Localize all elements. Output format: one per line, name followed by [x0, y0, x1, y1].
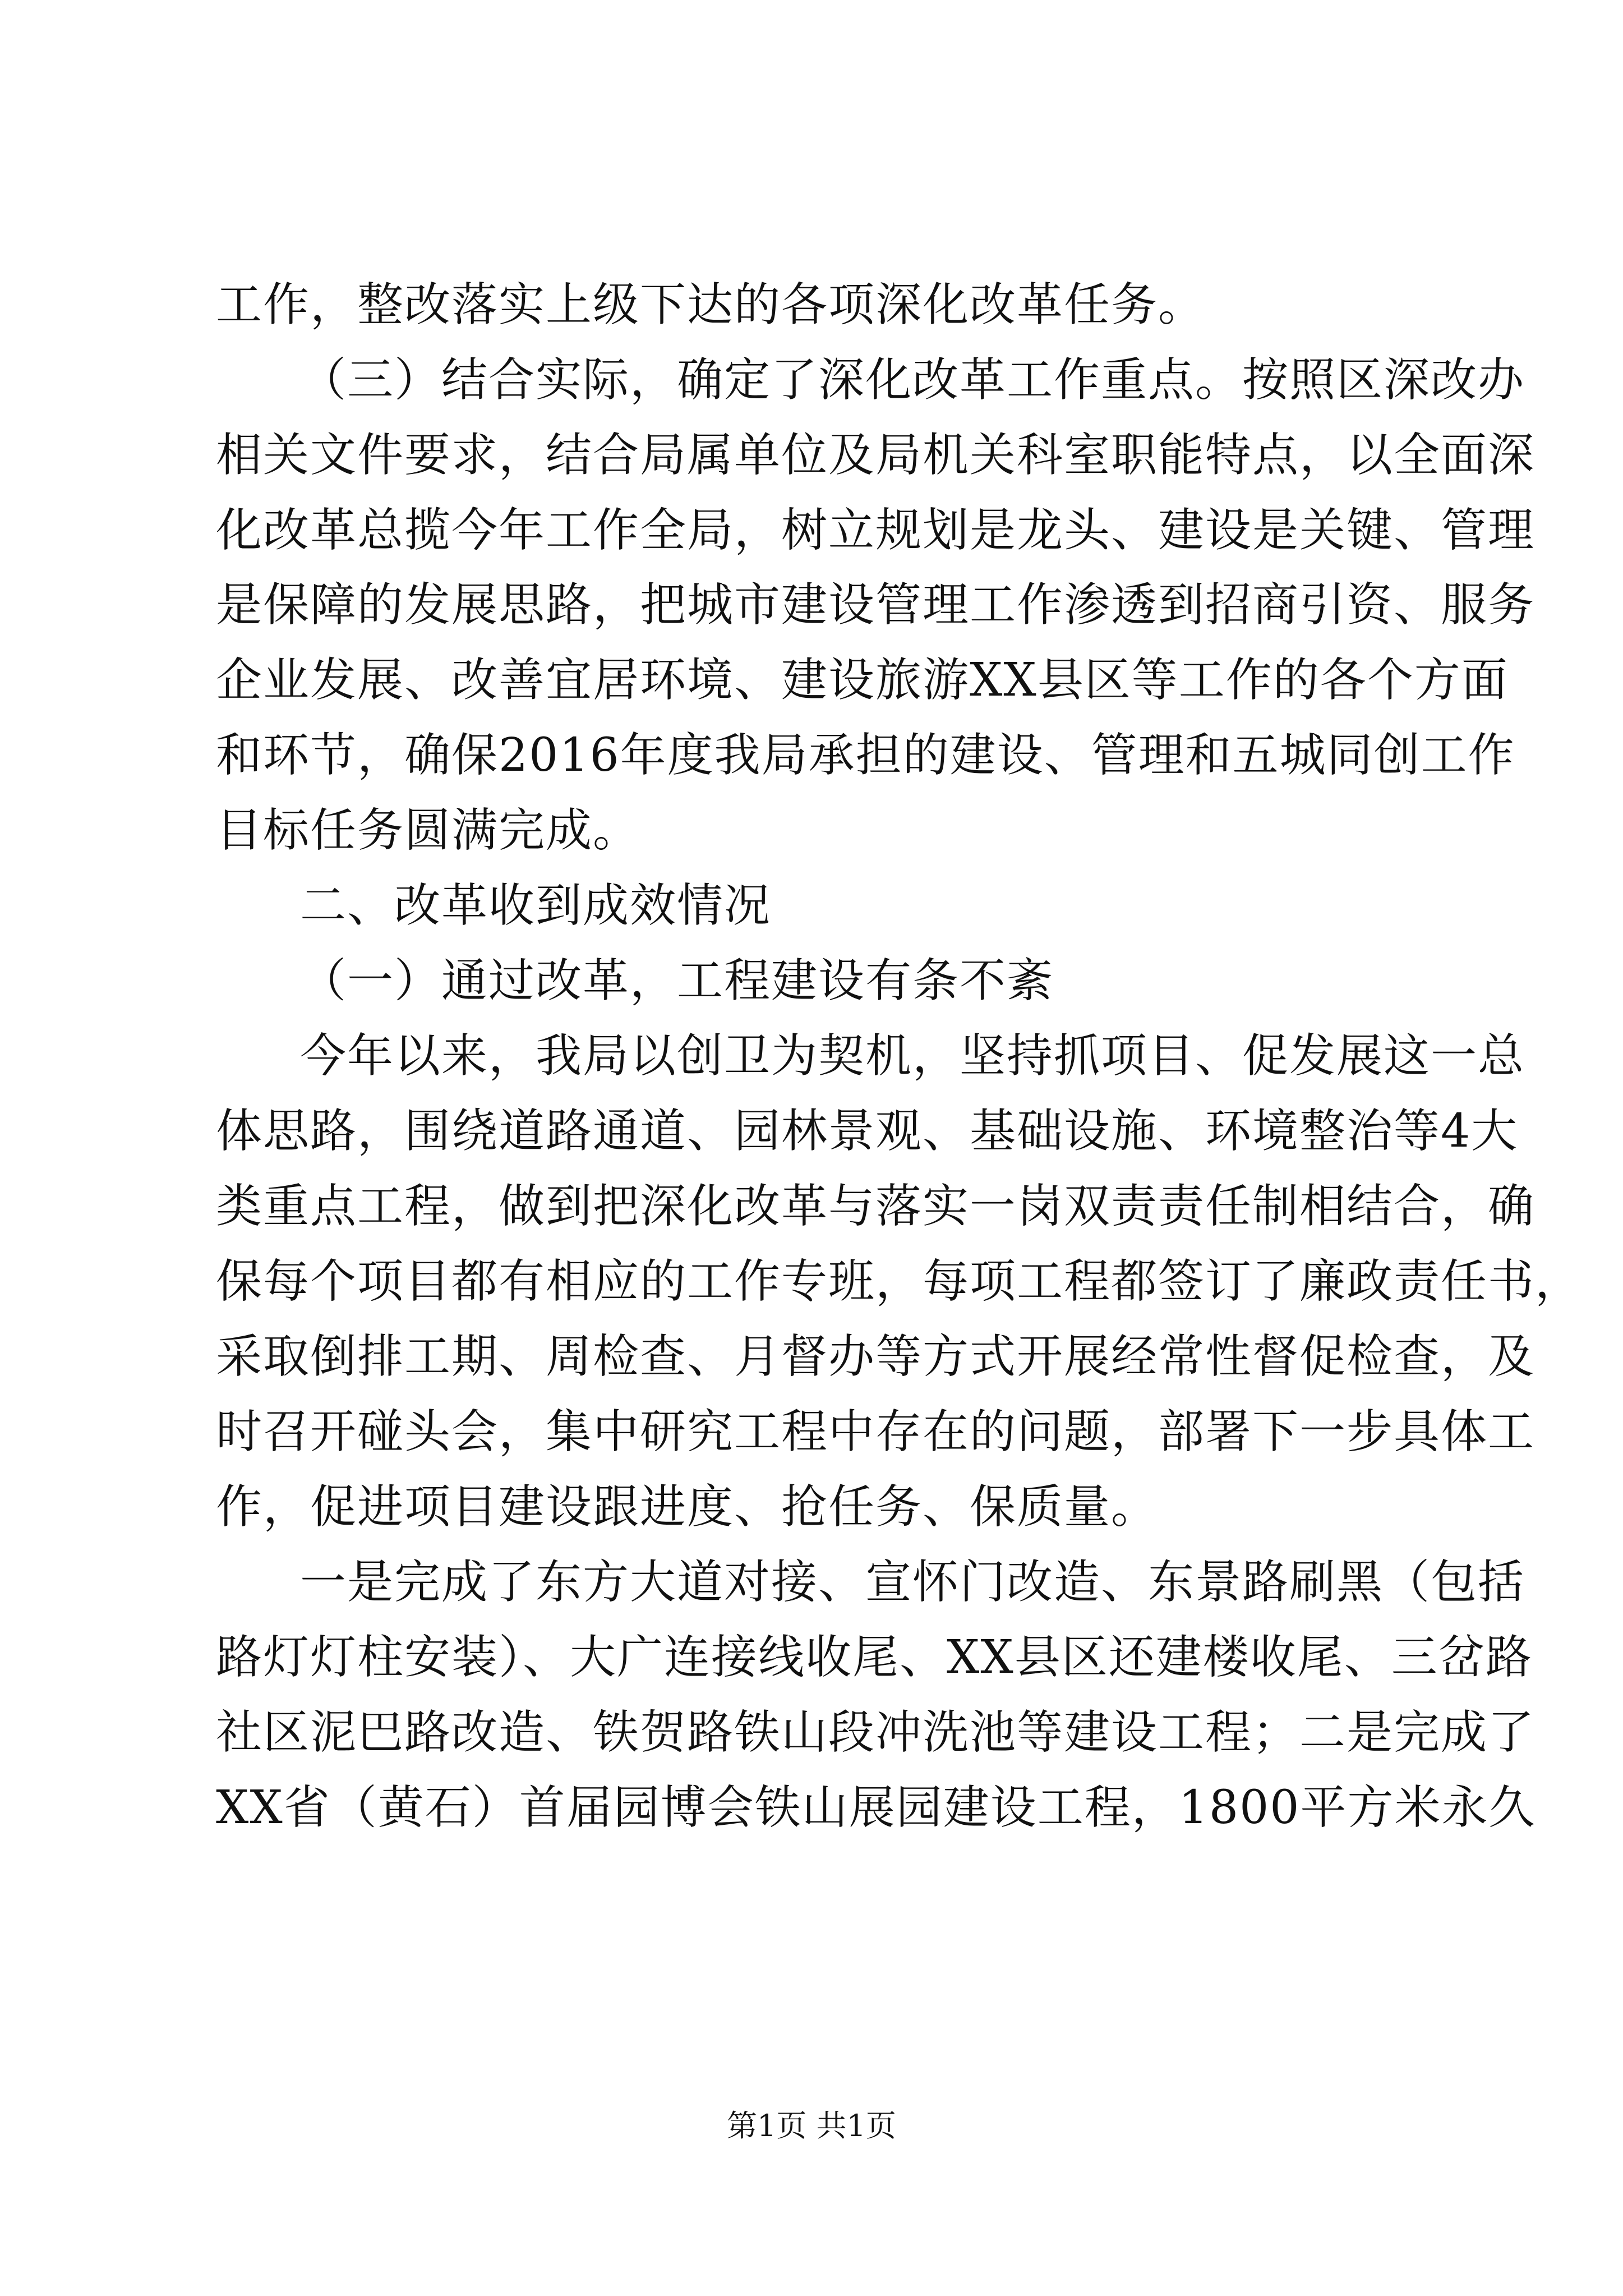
text-line: 化改革总揽今年工作全局，树立规划是龙头、建设是关键、管理	[216, 504, 1536, 557]
text-line: 今年以来，我局以创卫为契机，坚持抓项目、促发展这一总	[300, 1029, 1525, 1083]
text-line: 保每个项目都有相应的工作专班，每项工程都签订了廉政责任书，	[216, 1255, 1583, 1308]
text-line: 采取倒排工期、周检查、月督办等方式开展经常性督促检查，及	[216, 1330, 1536, 1383]
text-line: 企业发展、改善宜居环境、建设旅游XX县区等工作的各个方面	[216, 654, 1509, 707]
text-line: 目标任务圆满完成。	[216, 804, 640, 857]
text-line: 工作，整改落实上级下达的各项深化改革任务。	[216, 278, 1206, 332]
text-line: 时召开碰头会，集中研究工程中存在的问题，部署下一步具体工	[216, 1405, 1536, 1458]
text-line: 路灯灯柱安装）、大广连接线收尾、XX县区还建楼收尾、三岔路	[216, 1631, 1533, 1684]
text-line: 类重点工程，做到把深化改革与落实一岗双责责任制相结合，确	[216, 1180, 1536, 1233]
text-line: 是保障的发展思路，把城市建设管理工作渗透到招商引资、服务	[216, 578, 1536, 632]
section-heading: 二、改革收到成效情况	[300, 879, 772, 932]
text-line: 体思路，围绕道路通道、园林景观、基础设施、环境整治等4大	[216, 1105, 1519, 1158]
text-line: 作，促进项目建设跟进度、抢任务、保质量。	[216, 1480, 1159, 1534]
text-line: 一是完成了东方大道对接、宣怀门改造、东景路刷黑（包括	[300, 1556, 1525, 1609]
text-line: 相关文件要求，结合局属单位及局机关科室职能特点，以全面深	[216, 429, 1536, 482]
text-line: 社区泥巴路改造、铁贺路铁山段冲洗池等建设工程；二是完成了	[216, 1706, 1536, 1759]
text-line: （三）结合实际，确定了深化改革工作重点。按照区深改办	[300, 353, 1525, 407]
text-line: 和环节，确保2016年度我局承担的建设、管理和五城同创工作	[216, 729, 1515, 782]
text-line: XX省（黄石）首届园博会铁山展园建设工程，1800平方米永久	[216, 1781, 1536, 1834]
subsection-heading: （一）通过改革，工程建设有条不紊	[300, 954, 1054, 1007]
page-footer: 第1页 共1页	[727, 2108, 896, 2143]
